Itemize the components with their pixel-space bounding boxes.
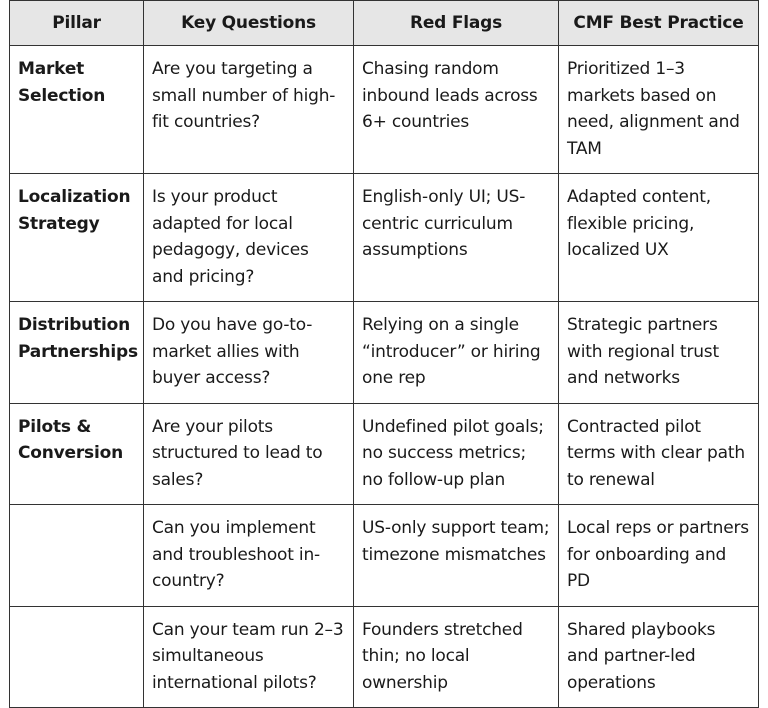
table-row (10, 505, 759, 607)
table-row (10, 302, 759, 404)
header-red-flags: Red Flags (354, 1, 559, 46)
question-cell: Are you targeting a small number of high-fit countries? (144, 46, 354, 174)
pillar-cell: Localization Strategy (10, 174, 144, 302)
pillar-cell: Distribution Partnerships (10, 302, 144, 404)
best-practice-cell: Shared playbooks and partner-led operations (559, 606, 759, 708)
table-row (10, 46, 759, 174)
pillar-table-wrapper (9, 0, 759, 708)
question-cell: Is your product adapted for local pedagogy, devices and pricing? (144, 174, 354, 302)
pillar-cell (10, 46, 144, 174)
best-practice-cell: Adapted content, flexible pricing, localized UX (559, 174, 759, 302)
question-cell: Are your pilots structured to lead to sales? (144, 403, 354, 505)
pillar-table (9, 0, 759, 708)
red-flags-cell: Chasing random inbound leads across 6+ countries (354, 46, 559, 174)
best-practice-cell: Prioritized 1–3 markets based on need, alignment and TAM (559, 46, 759, 174)
header-key-questions: Key Questions (144, 1, 354, 46)
best-practice-cell: Local reps or partners for onboarding and PD (559, 505, 759, 607)
best-practice-cell: Strategic partners with regional trust and networks (559, 302, 759, 404)
question-cell: Do you have go-to-market allies with buyer access? (144, 302, 354, 404)
table-row (10, 606, 759, 708)
question-cell: Can your team run 2–3 simultaneous international pilots? (144, 606, 354, 708)
pillar-cell (10, 606, 144, 708)
table-row (10, 174, 759, 302)
red-flags-cell: Founders stretched thin; no local ownership (354, 606, 559, 708)
red-flags-cell: English-only UI; US-centric curriculum assumptions (354, 174, 559, 302)
header-cmf-best-practice: CMF Best Practice (559, 1, 759, 46)
pillar-market-line1: Market (18, 59, 85, 79)
pillar-market-line2: Selection (18, 85, 106, 106)
red-flags-cell: US-only support team; timezone mismatches (354, 505, 559, 607)
red-flags-cell: Relying on a single “introducer” or hiring one rep (354, 302, 559, 404)
red-flags-cell: Undefined pilot goals; no success metrics; no follow-up plan (354, 403, 559, 505)
pillar-cell: Pilots & Conversion (10, 403, 144, 505)
best-practice-cell: Contracted pilot terms with clear path to renewal (559, 403, 759, 505)
header-row (10, 1, 759, 46)
pillar-cell (10, 505, 144, 607)
table-row (10, 403, 759, 505)
question-cell: Can you implement and troubleshoot in-country? (144, 505, 354, 607)
header-pillar: Pillar (10, 1, 144, 46)
